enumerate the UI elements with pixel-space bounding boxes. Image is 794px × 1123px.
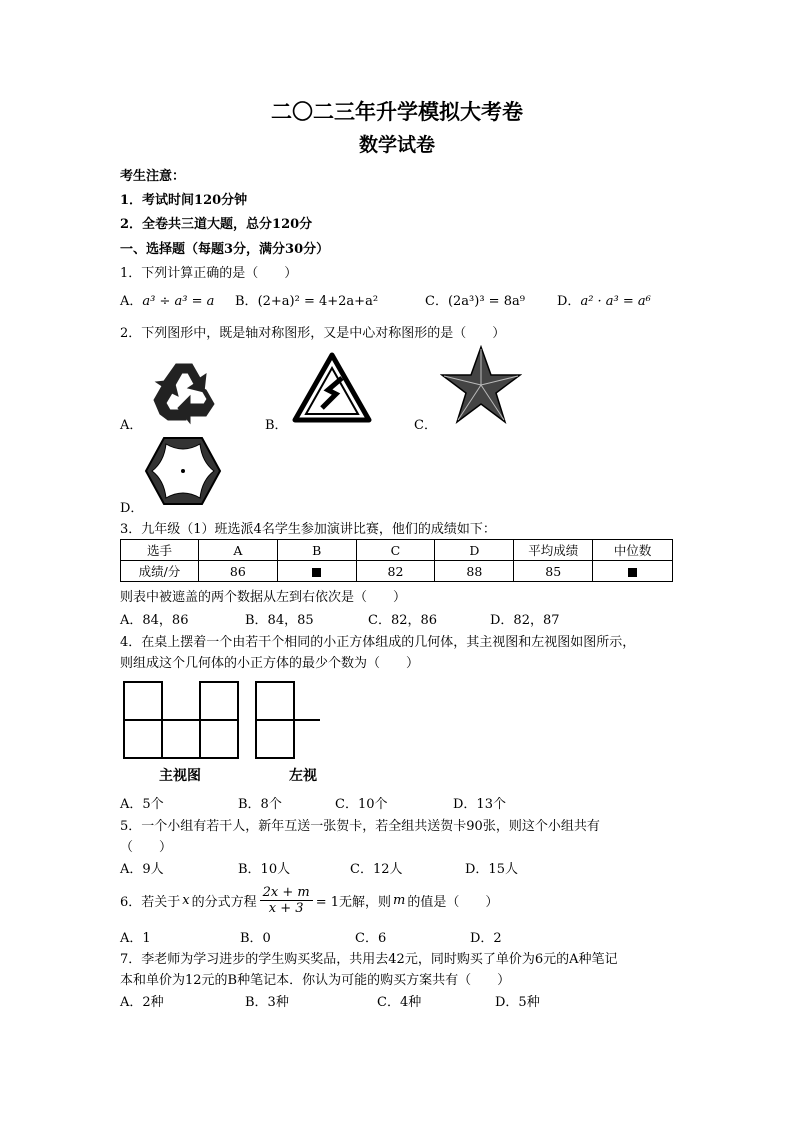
q7-stem-line-1: 7．李老师为学习进步的学生购买奖品，共用去42元，同时购买了单价为6元的A种笔记 xyxy=(120,952,618,967)
left-view-caption: 左视 xyxy=(289,768,317,784)
q4-option-b: B．8个 xyxy=(238,797,282,812)
table-row-label: 成绩/分 xyxy=(121,561,199,582)
q2-label-c: C． xyxy=(414,418,437,433)
hexagon-figure xyxy=(144,432,222,510)
q6-stem: 6．若关于 x 的分式方程 $\frac{2x + m}{x + 3}$ = 1无解，则 m 的值是（ ） xyxy=(120,884,499,916)
front-view-caption: 主视图 xyxy=(159,768,201,784)
score-table xyxy=(120,539,673,582)
q2-label-a: A． xyxy=(120,418,143,433)
q3-option-d: D．82，87 xyxy=(490,613,560,628)
q1-option-c: C．(2a³)³ = 8a⁹ xyxy=(425,294,525,309)
q5-option-a: A．9人 xyxy=(120,862,164,877)
q1-option-a: A．a³ ÷ a³ = a xyxy=(120,294,215,309)
hidden-value-cell xyxy=(277,561,356,582)
q7-option-c: C．4种 xyxy=(377,995,422,1010)
q6-option-a: A．1 xyxy=(120,931,151,946)
exam-subtitle: 数学试卷 xyxy=(358,134,435,156)
exam-title: 二〇二三年升学模拟大考卷 xyxy=(271,99,523,124)
q2-label-b: B． xyxy=(265,418,288,433)
q4-option-a: A．5个 xyxy=(120,797,164,812)
q1-option-d: D．a² · a³ = a⁶ xyxy=(557,294,651,309)
table-header-cell: 选手 xyxy=(121,540,199,561)
table-cell: 86 xyxy=(198,561,277,582)
table-cell: 85 xyxy=(514,561,593,582)
table-header-cell: 平均成绩 xyxy=(514,540,593,561)
cover-square xyxy=(628,568,637,577)
hidden-value-cell xyxy=(593,561,673,582)
score-table-header-row xyxy=(121,540,673,561)
q5-stem: 5．一个小组有若干人，新年互送一张贺卡，若全组共送贺卡90张，则这个小组共有 xyxy=(120,819,600,834)
q5-option-c: C．12人 xyxy=(350,862,403,877)
q2-label-d: D． xyxy=(120,501,144,516)
q5-paren: （ ） xyxy=(120,840,173,855)
table-header-cell: A xyxy=(198,540,277,561)
notice-heading: 考生注意： xyxy=(120,169,186,184)
table-cell: 82 xyxy=(356,561,435,582)
table-header-cell: B xyxy=(277,540,356,561)
q7-stem-line-2: 本和单价为12元的B种笔记本．你认为可能的购买方案共有（ ） xyxy=(120,973,511,988)
q7-option-d: D．5种 xyxy=(495,995,540,1010)
table-cell: 88 xyxy=(435,561,514,582)
cover-square xyxy=(312,568,321,577)
notice-item-2: 2．全卷共三道大题，总分120分 xyxy=(120,217,313,232)
q1-stem: 1．下列计算正确的是（ ） xyxy=(120,266,298,281)
q2-stem: 2．下列图形中，既是轴对称图形，又是中心对称图形的是（ ） xyxy=(120,326,506,341)
table-header-cell: D xyxy=(435,540,514,561)
q3-question: 则表中被遮盖的两个数据从左到右依次是（ ） xyxy=(120,590,407,605)
q6-option-c: C．6 xyxy=(355,931,387,946)
q4-stem-line-2: 则组成这个几何体的小正方体的最少个数为（ ） xyxy=(120,656,420,671)
q3-option-b: B．84，85 xyxy=(245,613,314,628)
three-view-figure xyxy=(120,678,330,766)
table-header-cell: C xyxy=(356,540,435,561)
warning-triangle-figure xyxy=(292,352,372,424)
q1-option-b: B．(2+a)² = 4+2a+a² xyxy=(235,294,379,309)
q3-option-c: C．82，86 xyxy=(368,613,438,628)
q5-option-b: B．10人 xyxy=(238,862,291,877)
table-header-cell: 中位数 xyxy=(593,540,673,561)
q7-option-b: B．3种 xyxy=(245,995,289,1010)
fraction: $\frac{2x + m}{x + 3}$ xyxy=(260,885,313,916)
section-heading: 一、选择题（每题3分，满分30分） xyxy=(120,242,330,257)
q4-stem-line-1: 4．在桌上摆着一个由若干个相同的小正方体组成的几何体，其主视图和左视图如图所示， xyxy=(120,635,636,650)
q4-option-c: C．10个 xyxy=(335,797,388,812)
score-table-row xyxy=(121,561,673,582)
q4-option-d: D．13个 xyxy=(453,797,506,812)
q5-option-d: D．15人 xyxy=(465,862,518,877)
q7-option-a: A．2种 xyxy=(120,995,164,1010)
q3-option-a: A．84，86 xyxy=(120,613,189,628)
q3-stem: 3．九年级（1）班选派4名学生参加演讲比赛，他们的成绩如下： xyxy=(120,522,496,537)
notice-item-1: 1．考试时间120分钟 xyxy=(120,193,248,208)
recycle-symbol-figure xyxy=(146,356,222,426)
q6-option-b: B．0 xyxy=(240,931,271,946)
five-point-star-figure xyxy=(440,345,522,425)
q6-option-d: D．2 xyxy=(470,931,502,946)
